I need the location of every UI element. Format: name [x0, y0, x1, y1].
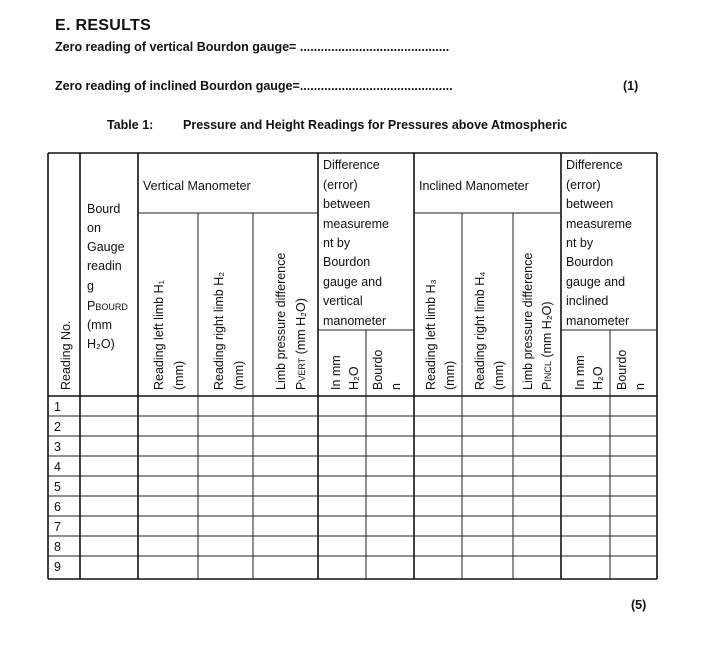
- diff-vertical-line: (error): [323, 178, 358, 192]
- diff-inclined-line: measureme: [566, 217, 632, 231]
- diff-vertical-line: measureme: [323, 217, 389, 231]
- p-bourd-units: (mm: [87, 318, 112, 332]
- reading-no-header: Reading No.: [59, 320, 73, 390]
- v-diff-line: Limb pressure difference: [274, 252, 288, 390]
- i-diff-header: [521, 253, 554, 390]
- diff-inclined-line: inclined: [566, 294, 609, 308]
- v-diff-line: [294, 298, 308, 390]
- diff-vertical-line: Bourdon: [323, 255, 371, 269]
- v-right-line: Reading right limb H₂: [212, 271, 226, 390]
- i-right-header: [473, 272, 506, 390]
- i-left-line: Reading left limb H₃: [424, 279, 438, 390]
- diff-inclined-line: Difference: [566, 158, 623, 172]
- diff-vertical-line: Difference: [323, 158, 380, 172]
- i-diff-sub: INCL: [543, 361, 553, 382]
- diff-vertical-line: gauge and: [323, 275, 383, 289]
- i-left-header: [424, 279, 457, 390]
- diff-inclined-header: [566, 158, 632, 328]
- row-number: 2: [54, 420, 61, 434]
- i-diff-rest: (mm H₂O): [540, 301, 554, 362]
- v-diff-rest: (mm H₂O): [294, 298, 308, 358]
- p-bourd-label: [87, 299, 128, 313]
- v-left-line: (mm): [172, 360, 186, 390]
- bourdon-header: [87, 202, 128, 351]
- mark-2: (5): [631, 598, 647, 612]
- section-title: E. RESULTS: [55, 17, 152, 34]
- i-left-line: (mm): [443, 360, 457, 390]
- diff-inclined-line: (error): [566, 178, 601, 192]
- diff-inclined-line: Bourdon: [566, 255, 614, 269]
- bourdon-sub-line: Bourdo: [615, 349, 629, 390]
- bourdon-line: on: [87, 221, 101, 235]
- bourdon-line: Bourd: [87, 202, 121, 216]
- zero-inclined-label: Zero reading of inclined Bourdon gauge=: [55, 79, 300, 93]
- zero-vertical-label: Zero reading of vertical Bourdon gauge=: [55, 40, 300, 54]
- bourdon-line: g: [87, 279, 94, 293]
- diff-vertical-line: vertical: [323, 294, 363, 308]
- mark-1: (1): [623, 79, 639, 93]
- row-number: 8: [54, 540, 61, 554]
- table-label: Table 1:: [107, 118, 154, 132]
- bourdon-line: Gauge: [87, 240, 125, 254]
- row-numbers: [54, 400, 61, 574]
- p-bourd-sub: BOURD: [95, 302, 128, 312]
- v-left-line: Reading left limb H₁: [152, 280, 166, 390]
- row-number: 9: [54, 560, 61, 574]
- p-bourd-main: P: [87, 299, 96, 313]
- bourdon-sub-line: n: [633, 383, 647, 390]
- in-mm-line: H₂O: [347, 366, 361, 390]
- i-diff-main: P: [540, 381, 554, 390]
- diff-inclined-line: gauge and: [566, 275, 626, 289]
- diff-vertical-line: between: [323, 197, 371, 211]
- diff-vertical-line: manometer: [323, 314, 387, 328]
- i-diff-line: [540, 301, 554, 390]
- zero-vertical-blank: ...........................................: [299, 40, 450, 54]
- v-left-header: [152, 280, 186, 390]
- vertical-manometer-header: Vertical Manometer: [143, 179, 251, 193]
- row-number: 7: [54, 520, 61, 534]
- in-mm-line: In mm: [573, 355, 587, 390]
- p-bourd-units: H₂O): [87, 337, 115, 351]
- v-diff-main: P: [294, 381, 308, 390]
- in-mm-line: H₂O: [591, 366, 605, 390]
- v-diff-sub: VERT: [297, 357, 307, 382]
- i-diff-line: Limb pressure difference: [521, 252, 535, 390]
- diff-vertical-line: nt by: [323, 236, 351, 250]
- v-diff-header: [274, 253, 308, 390]
- v-right-header: [212, 272, 246, 390]
- row-number: 5: [54, 480, 61, 494]
- diff-inclined-line: manometer: [566, 314, 630, 328]
- row-number: 1: [54, 400, 61, 414]
- bourdon-line: readin: [87, 259, 122, 273]
- in-mm-line: In mm: [329, 355, 343, 390]
- table-title: Pressure and Height Readings for Pressures above Atmospheric: [183, 118, 568, 132]
- diff-inclined-line: between: [566, 197, 614, 211]
- bourdon-sub-line: Bourdo: [371, 349, 385, 390]
- diff-inclined-line: nt by: [566, 236, 594, 250]
- row-number: 4: [54, 460, 61, 474]
- bourdon-sub-line: n: [389, 383, 403, 390]
- v-right-line: (mm): [232, 360, 246, 390]
- i-right-line: (mm): [492, 360, 506, 390]
- i-right-line: Reading right limb H₄: [473, 271, 487, 390]
- row-number: 6: [54, 500, 61, 514]
- inclined-manometer-header: Inclined Manometer: [419, 179, 529, 193]
- zero-inclined-blank: ............................................: [299, 79, 453, 93]
- row-number: 3: [54, 440, 61, 454]
- diff-vertical-header: [323, 158, 389, 328]
